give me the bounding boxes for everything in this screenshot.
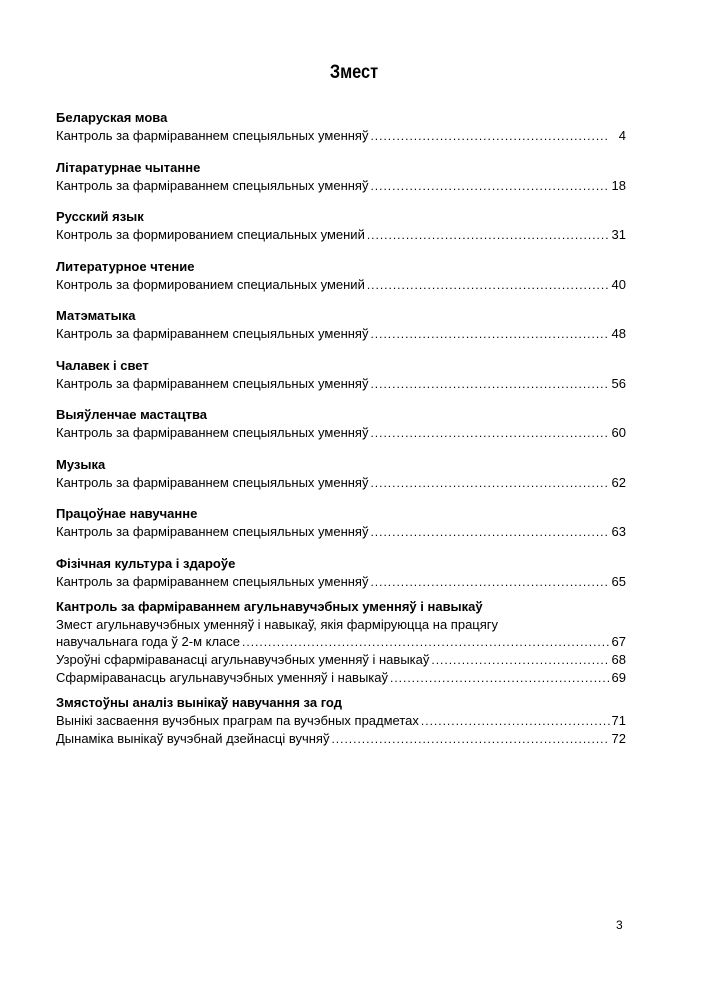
entry-text: Вынікі засваення вучэбных праграм па вучэбных прадметах xyxy=(56,712,419,728)
dot-leader xyxy=(370,425,609,442)
section-heading: Матэматыка xyxy=(56,308,136,323)
section-heading: Беларуская мова xyxy=(56,110,168,125)
toc-section xyxy=(56,694,626,748)
dot-leader xyxy=(431,652,609,669)
toc-entry[interactable] xyxy=(56,523,626,541)
toc-section xyxy=(56,406,626,442)
toc-section xyxy=(56,258,626,294)
entry-text: Дынаміка вынікаў вучэбнай дзейнасці вучняў xyxy=(56,730,330,746)
dot-leader xyxy=(331,731,609,748)
section-heading: Змястоўны аналіз вынікаў навучання за год xyxy=(56,694,342,710)
entry-text-line: Змест агульнавучэбных уменняў і навыкаў, якія фарміруюцца на працягу xyxy=(56,616,499,632)
dot-leader xyxy=(421,713,610,730)
section-heading: Чалавек і свет xyxy=(56,357,149,373)
toc-entry[interactable] xyxy=(56,669,626,687)
entry-text: Кантроль за фарміраваннем спецыяльных уменняў xyxy=(56,474,369,490)
dot-leader xyxy=(370,128,610,145)
entry-text: Узроўні сфарміраванасці агульнавучэбных уменняў і навыкаў xyxy=(56,651,430,667)
entry-page: 62 xyxy=(611,474,626,490)
toc-entry[interactable] xyxy=(56,424,626,442)
toc-section xyxy=(56,208,626,244)
entry-page: 60 xyxy=(611,425,626,440)
toc-entry[interactable] xyxy=(56,226,626,244)
section-heading: Русский язык xyxy=(56,209,144,224)
dot-leader xyxy=(370,574,609,591)
toc-entry[interactable] xyxy=(56,177,626,195)
toc-entry[interactable] xyxy=(56,573,626,591)
section-heading: Выяўленчае мастацтва xyxy=(56,407,208,422)
entry-page: 69 xyxy=(611,669,626,685)
dot-leader xyxy=(370,326,609,343)
toc-section xyxy=(56,307,626,343)
entry-page: 68 xyxy=(611,651,626,667)
entry-text: Кантроль за фарміраваннем спецыяльных уменняў xyxy=(56,375,369,391)
entry-page: 31 xyxy=(611,227,626,242)
entry-text: Кантроль за фарміраваннем спецыяльных уменняў xyxy=(56,573,369,589)
dot-leader xyxy=(370,178,609,195)
section-heading: Літаратурнае чытанне xyxy=(56,159,201,175)
entry-page: 4 xyxy=(618,128,626,143)
toc-entry[interactable] xyxy=(56,474,626,492)
toc-section xyxy=(56,598,626,687)
entry-page: 67 xyxy=(611,633,626,649)
entry-text: Контроль за формированием специальных умений xyxy=(56,227,365,242)
dot-leader xyxy=(370,524,609,541)
page-title: Змест xyxy=(329,62,379,83)
entry-text: Кантроль за фарміраваннем спецыяльных уменняў xyxy=(56,177,369,193)
toc-section xyxy=(56,456,626,492)
section-heading: Музыка xyxy=(56,456,106,472)
entry-text: Сфарміраванасць агульнавучэбных уменняў і навыкаў xyxy=(56,669,389,685)
entry-text: Кантроль за фарміраваннем спецыяльных уменняў xyxy=(56,326,369,341)
dot-leader xyxy=(370,475,609,492)
toc-entry[interactable] xyxy=(56,127,626,145)
dot-leader xyxy=(390,670,610,687)
entry-text: навучальнага года ў 2-м класе xyxy=(56,633,241,649)
entry-page: 48 xyxy=(611,326,626,341)
table-of-contents xyxy=(56,109,626,761)
section-heading: Кантроль за фарміраваннем агульнавучэбных уменняў і навыкаў xyxy=(56,598,483,614)
toc-section xyxy=(56,109,626,145)
dot-leader xyxy=(242,634,610,651)
entry-page: 56 xyxy=(611,375,626,391)
toc-entry[interactable] xyxy=(56,712,626,730)
toc-section xyxy=(56,555,626,591)
toc-entry[interactable] xyxy=(56,633,626,651)
dot-leader xyxy=(370,376,609,393)
entry-text: Контроль за формированием специальных умений xyxy=(56,276,365,292)
dot-leader xyxy=(367,227,610,244)
toc-section xyxy=(56,505,626,541)
toc-entry[interactable] xyxy=(56,276,626,294)
entry-page: 65 xyxy=(611,573,626,589)
entry-page: 63 xyxy=(611,524,626,539)
entry-page: 72 xyxy=(611,730,626,746)
toc-section xyxy=(56,159,626,195)
page-number: 3 xyxy=(616,918,623,932)
toc-entry[interactable] xyxy=(56,375,626,393)
entry-page: 71 xyxy=(611,712,626,728)
section-heading: Литературное чтение xyxy=(56,258,195,274)
toc-section xyxy=(56,357,626,393)
section-heading: Фізічная культура і здароўе xyxy=(56,555,236,571)
section-heading: Працоўнае навучанне xyxy=(56,506,198,521)
toc-entry[interactable] xyxy=(56,730,626,748)
toc-entry[interactable] xyxy=(56,325,626,343)
entry-text: Кантроль за фарміраваннем спецыяльных уменняў xyxy=(56,425,369,440)
entry-text: Кантроль за фарміраваннем спецыяльных уменняў xyxy=(56,524,369,539)
dot-leader xyxy=(367,277,610,294)
toc-entry[interactable] xyxy=(56,651,626,669)
entry-page: 40 xyxy=(611,276,626,292)
entry-text: Кантроль за фарміраваннем спецыяльных уменняў xyxy=(56,128,369,143)
entry-page: 18 xyxy=(611,177,626,193)
